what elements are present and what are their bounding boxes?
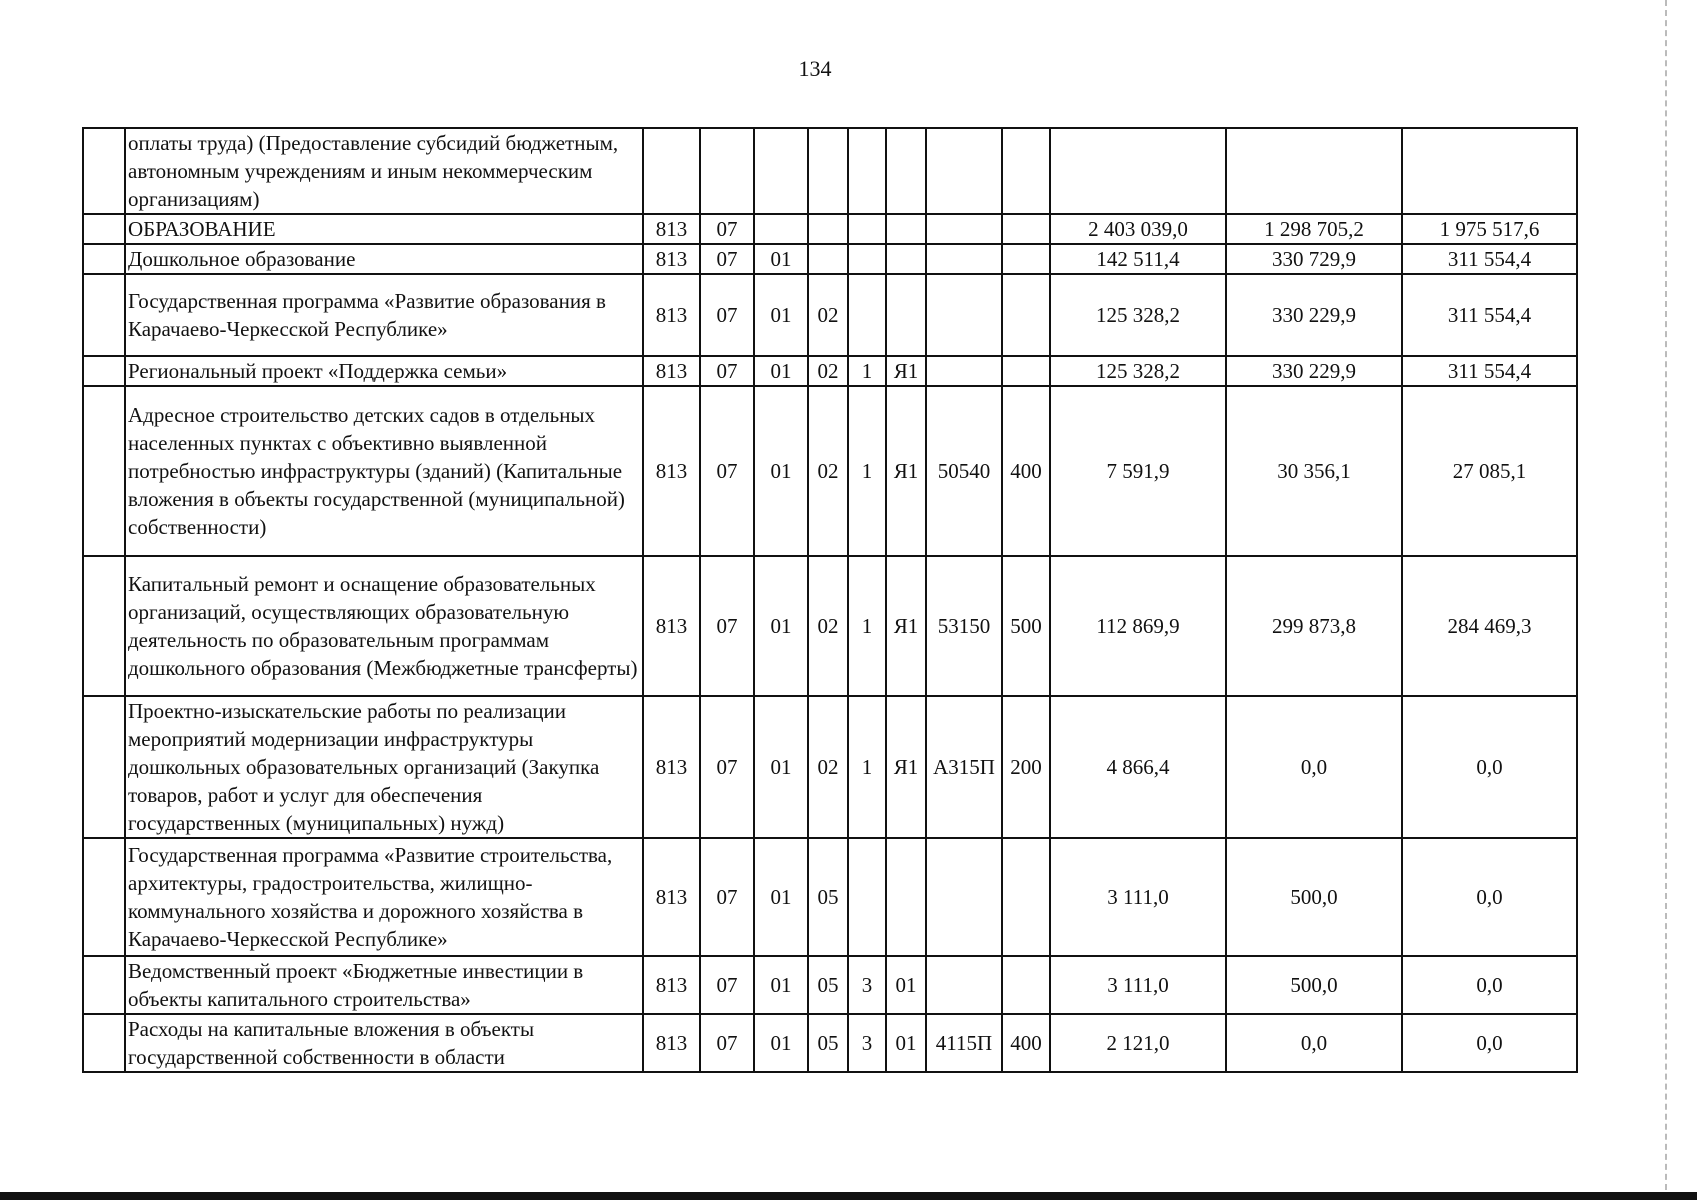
row-index-cell	[83, 386, 125, 556]
row-index-cell	[83, 128, 125, 214]
table-row	[83, 128, 1577, 214]
table-row	[83, 556, 1577, 696]
code-cell-c1: 813	[643, 696, 700, 838]
code-cell-c1: 813	[643, 956, 700, 1014]
code-cell-c8	[1002, 274, 1050, 356]
code-cell-c5	[848, 244, 886, 274]
code-cell-c1: 813	[643, 838, 700, 956]
table-row	[83, 956, 1577, 1014]
code-cell-c6	[886, 214, 926, 244]
code-cell-c4: 05	[808, 1014, 848, 1072]
code-cell-c7: 50540	[926, 386, 1002, 556]
code-cell-c1: 813	[643, 274, 700, 356]
table-row	[83, 214, 1577, 244]
code-cell-c4	[808, 214, 848, 244]
code-cell-c5: 1	[848, 356, 886, 386]
table-row	[83, 274, 1577, 356]
code-cell-c2: 07	[700, 386, 754, 556]
code-cell-c5	[848, 838, 886, 956]
code-cell-c2	[700, 128, 754, 214]
row-name-cell: Расходы на капитальные вложения в объекты государственной собственности в области	[125, 1014, 643, 1072]
code-cell-c3: 01	[754, 1014, 808, 1072]
code-cell-c7	[926, 214, 1002, 244]
code-cell-c4: 02	[808, 556, 848, 696]
code-cell-c6: 01	[886, 1014, 926, 1072]
code-cell-c8	[1002, 244, 1050, 274]
code-cell-c2: 07	[700, 956, 754, 1014]
row-index-cell	[83, 696, 125, 838]
table-row	[83, 696, 1577, 838]
amount-cell-v3: 311 554,4	[1402, 244, 1577, 274]
amount-cell-v1: 3 111,0	[1050, 838, 1226, 956]
row-name-cell: Проектно-изыскательские работы по реализации мероприятий модернизации инфраструктуры дошкольных образовательных организаций (Закупка товаров, работ и услуг для обеспечения государственных (муниципальных) нужд)	[125, 696, 643, 838]
code-cell-c3: 01	[754, 556, 808, 696]
code-cell-c8	[1002, 128, 1050, 214]
code-cell-c7	[926, 128, 1002, 214]
code-cell-c2: 07	[700, 838, 754, 956]
code-cell-c3: 01	[754, 274, 808, 356]
amount-cell-v1: 3 111,0	[1050, 956, 1226, 1014]
scan-edge-line	[1665, 0, 1667, 1200]
amount-cell-v2: 0,0	[1226, 1014, 1402, 1072]
row-name-cell: Региональный проект «Поддержка семьи»	[125, 356, 643, 386]
amount-cell-v2: 30 356,1	[1226, 386, 1402, 556]
row-name-cell: оплаты труда) (Предоставление субсидий бюджетным, автономным учреждениям и иным некоммерческим организациям)	[125, 128, 643, 214]
code-cell-c6: Я1	[886, 696, 926, 838]
scan-bottom-bar	[0, 1192, 1697, 1200]
code-cell-c2: 07	[700, 556, 754, 696]
code-cell-c2: 07	[700, 1014, 754, 1072]
row-index-cell	[83, 274, 125, 356]
code-cell-c3: 01	[754, 838, 808, 956]
code-cell-c7	[926, 356, 1002, 386]
code-cell-c5: 3	[848, 1014, 886, 1072]
code-cell-c4: 02	[808, 274, 848, 356]
code-cell-c5	[848, 214, 886, 244]
code-cell-c7: 4115П	[926, 1014, 1002, 1072]
code-cell-c6: 01	[886, 956, 926, 1014]
code-cell-c5	[848, 274, 886, 356]
amount-cell-v3: 0,0	[1402, 838, 1577, 956]
amount-cell-v3	[1402, 128, 1577, 214]
code-cell-c1	[643, 128, 700, 214]
amount-cell-v2: 500,0	[1226, 838, 1402, 956]
code-cell-c5: 3	[848, 956, 886, 1014]
code-cell-c8: 200	[1002, 696, 1050, 838]
amount-cell-v3: 311 554,4	[1402, 356, 1577, 386]
code-cell-c8: 400	[1002, 386, 1050, 556]
code-cell-c4: 02	[808, 356, 848, 386]
code-cell-c4: 05	[808, 838, 848, 956]
code-cell-c4: 05	[808, 956, 848, 1014]
code-cell-c2: 07	[700, 274, 754, 356]
table-row	[83, 386, 1577, 556]
code-cell-c8: 500	[1002, 556, 1050, 696]
row-index-cell	[83, 244, 125, 274]
code-cell-c2: 07	[700, 244, 754, 274]
code-cell-c6	[886, 244, 926, 274]
amount-cell-v3: 27 085,1	[1402, 386, 1577, 556]
amount-cell-v2: 330 729,9	[1226, 244, 1402, 274]
code-cell-c1: 813	[643, 214, 700, 244]
amount-cell-v3: 0,0	[1402, 696, 1577, 838]
code-cell-c3: 01	[754, 956, 808, 1014]
code-cell-c6: Я1	[886, 556, 926, 696]
row-index-cell	[83, 214, 125, 244]
amount-cell-v1: 4 866,4	[1050, 696, 1226, 838]
amount-cell-v1: 142 511,4	[1050, 244, 1226, 274]
row-name-cell: Дошкольное образование	[125, 244, 643, 274]
code-cell-c7	[926, 838, 1002, 956]
budget-table	[82, 127, 1578, 1073]
code-cell-c6: Я1	[886, 356, 926, 386]
code-cell-c3: 01	[754, 386, 808, 556]
code-cell-c8	[1002, 356, 1050, 386]
amount-cell-v2: 1 298 705,2	[1226, 214, 1402, 244]
row-name-cell: Государственная программа «Развитие образования в Карачаево-Черкесской Республике»	[125, 274, 643, 356]
code-cell-c8	[1002, 956, 1050, 1014]
code-cell-c3: 01	[754, 356, 808, 386]
amount-cell-v2: 500,0	[1226, 956, 1402, 1014]
code-cell-c5: 1	[848, 696, 886, 838]
amount-cell-v3: 284 469,3	[1402, 556, 1577, 696]
amount-cell-v2: 330 229,9	[1226, 274, 1402, 356]
amount-cell-v3: 0,0	[1402, 1014, 1577, 1072]
row-name-cell: ОБРАЗОВАНИЕ	[125, 214, 643, 244]
code-cell-c3: 01	[754, 696, 808, 838]
amount-cell-v2: 0,0	[1226, 696, 1402, 838]
amount-cell-v3: 311 554,4	[1402, 274, 1577, 356]
row-name-cell: Капитальный ремонт и оснащение образовательных организаций, осуществляющих образовательную деятельность по образовательным программам дошкольного образования (Межбюджетные трансферты)	[125, 556, 643, 696]
code-cell-c5: 1	[848, 556, 886, 696]
code-cell-c1: 813	[643, 386, 700, 556]
code-cell-c1: 813	[643, 244, 700, 274]
row-name-cell: Ведомственный проект «Бюджетные инвестиции в объекты капитального строительства»	[125, 956, 643, 1014]
row-name-cell: Адресное строительство детских садов в отдельных населенных пунктах с объективно выявленной потребностью инфраструктуры (зданий) (Капитальные вложения в объекты государственной (муниципальной) собственности)	[125, 386, 643, 556]
table-row	[83, 838, 1577, 956]
code-cell-c4: 02	[808, 386, 848, 556]
amount-cell-v1: 125 328,2	[1050, 356, 1226, 386]
code-cell-c4: 02	[808, 696, 848, 838]
amount-cell-v1	[1050, 128, 1226, 214]
code-cell-c6	[886, 838, 926, 956]
row-index-cell	[83, 838, 125, 956]
code-cell-c1: 813	[643, 356, 700, 386]
code-cell-c6: Я1	[886, 386, 926, 556]
code-cell-c7	[926, 244, 1002, 274]
code-cell-c2: 07	[700, 696, 754, 838]
row-index-cell	[83, 556, 125, 696]
code-cell-c2: 07	[700, 356, 754, 386]
code-cell-c7	[926, 274, 1002, 356]
table-body	[83, 128, 1577, 1072]
code-cell-c1: 813	[643, 1014, 700, 1072]
amount-cell-v2: 299 873,8	[1226, 556, 1402, 696]
row-index-cell	[83, 956, 125, 1014]
code-cell-c1: 813	[643, 556, 700, 696]
amount-cell-v2	[1226, 128, 1402, 214]
code-cell-c6	[886, 274, 926, 356]
amount-cell-v1: 7 591,9	[1050, 386, 1226, 556]
code-cell-c7: А315П	[926, 696, 1002, 838]
table-row	[83, 356, 1577, 386]
code-cell-c5	[848, 128, 886, 214]
row-index-cell	[83, 356, 125, 386]
page-number: 134	[798, 56, 832, 81]
amount-cell-v3: 0,0	[1402, 956, 1577, 1014]
table-row	[83, 244, 1577, 274]
amount-cell-v1: 2 403 039,0	[1050, 214, 1226, 244]
row-index-cell	[83, 1014, 125, 1072]
code-cell-c3: 01	[754, 244, 808, 274]
amount-cell-v1: 112 869,9	[1050, 556, 1226, 696]
amount-cell-v2: 330 229,9	[1226, 356, 1402, 386]
code-cell-c8	[1002, 838, 1050, 956]
amount-cell-v3: 1 975 517,6	[1402, 214, 1577, 244]
table-row	[83, 1014, 1577, 1072]
code-cell-c3	[754, 214, 808, 244]
row-name-cell: Государственная программа «Развитие строительства, архитектуры, градостроительства, жилищно-коммунального хозяйства и дорожного хозяйства в Карачаево-Черкесской Республике»	[125, 838, 643, 956]
code-cell-c2: 07	[700, 214, 754, 244]
code-cell-c5: 1	[848, 386, 886, 556]
code-cell-c7	[926, 956, 1002, 1014]
code-cell-c3	[754, 128, 808, 214]
code-cell-c6	[886, 128, 926, 214]
amount-cell-v1: 2 121,0	[1050, 1014, 1226, 1072]
code-cell-c4	[808, 128, 848, 214]
code-cell-c7: 53150	[926, 556, 1002, 696]
code-cell-c8: 400	[1002, 1014, 1050, 1072]
code-cell-c8	[1002, 214, 1050, 244]
code-cell-c4	[808, 244, 848, 274]
budget-table-wrapper	[82, 127, 1578, 1073]
amount-cell-v1: 125 328,2	[1050, 274, 1226, 356]
